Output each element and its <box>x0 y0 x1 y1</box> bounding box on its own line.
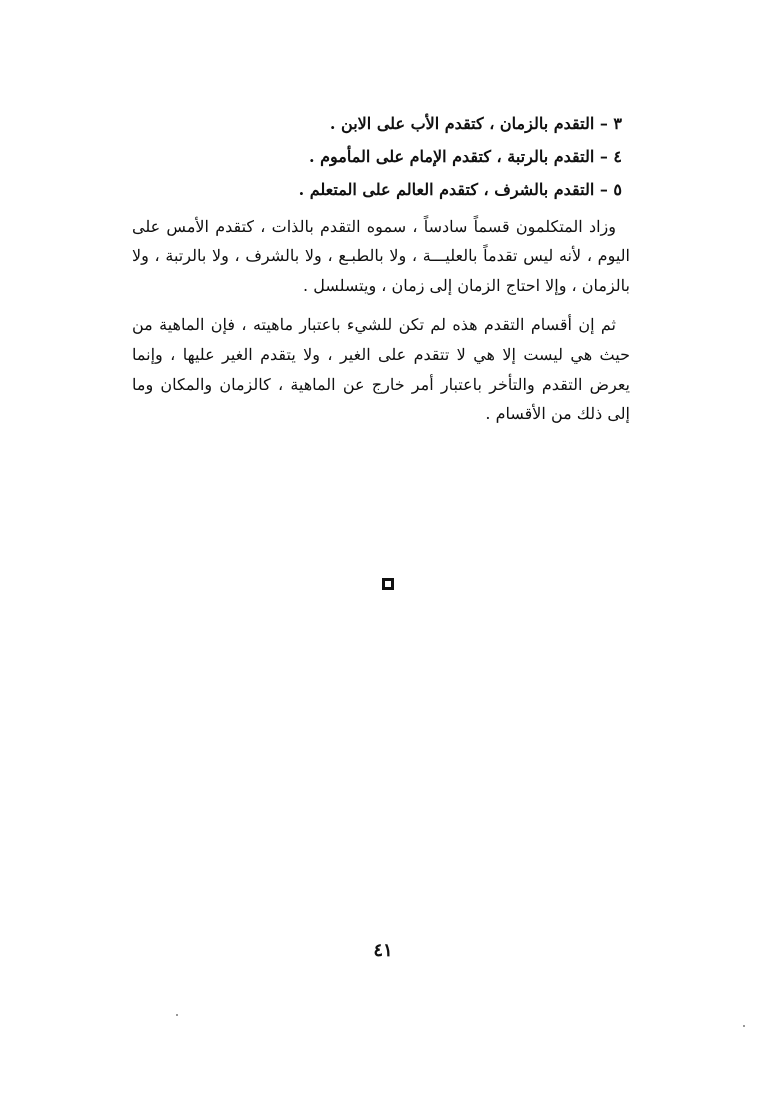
page-number: ٤١ <box>373 940 393 961</box>
section-end-icon <box>379 575 397 593</box>
list-item: ٥ – التقدم بالشرف ، كتقدم العالم على المتعلم . <box>298 180 622 200</box>
section-end-square <box>382 578 394 590</box>
body-paragraph: وزاد المتكلمون قسماً سادساً ، سموه التقدم بالذات ، كتقدم الأمس على اليوم ، لأنه ليس تقدماً بالعليـــة ، ولا بالطبـع ، ولا بالشرف ، ولا بالرتبة ، ولا بالزمان ، وإلا احتاج الزمان إلى زمان ، ويتسلسل . <box>132 216 630 295</box>
list-item: ٣ – التقدم بالزمان ، كتقدم الأب على الابن . <box>329 114 622 133</box>
scan-speck <box>743 1025 745 1027</box>
scan-speck <box>176 1014 178 1016</box>
main-text-block <box>132 112 630 439</box>
list-item: ٤ – التقدم بالرتبة ، كتقدم الإمام على المأموم . <box>308 147 622 167</box>
body-paragraph: ثم إن أقسام التقدم هذه لم تكن للشيء باعتبار ماهيته ، فإن الماهية من حيث هي ليست إلا هي لا تتقدم على الغير ، ولا يتقدم الغير عليها ، وإنما يعرض التقدم والتأخر باعتبار أمر خارج عن الماهية ، كالزمان والمكان وما إلى ذلك من الأقسام . <box>132 315 630 424</box>
